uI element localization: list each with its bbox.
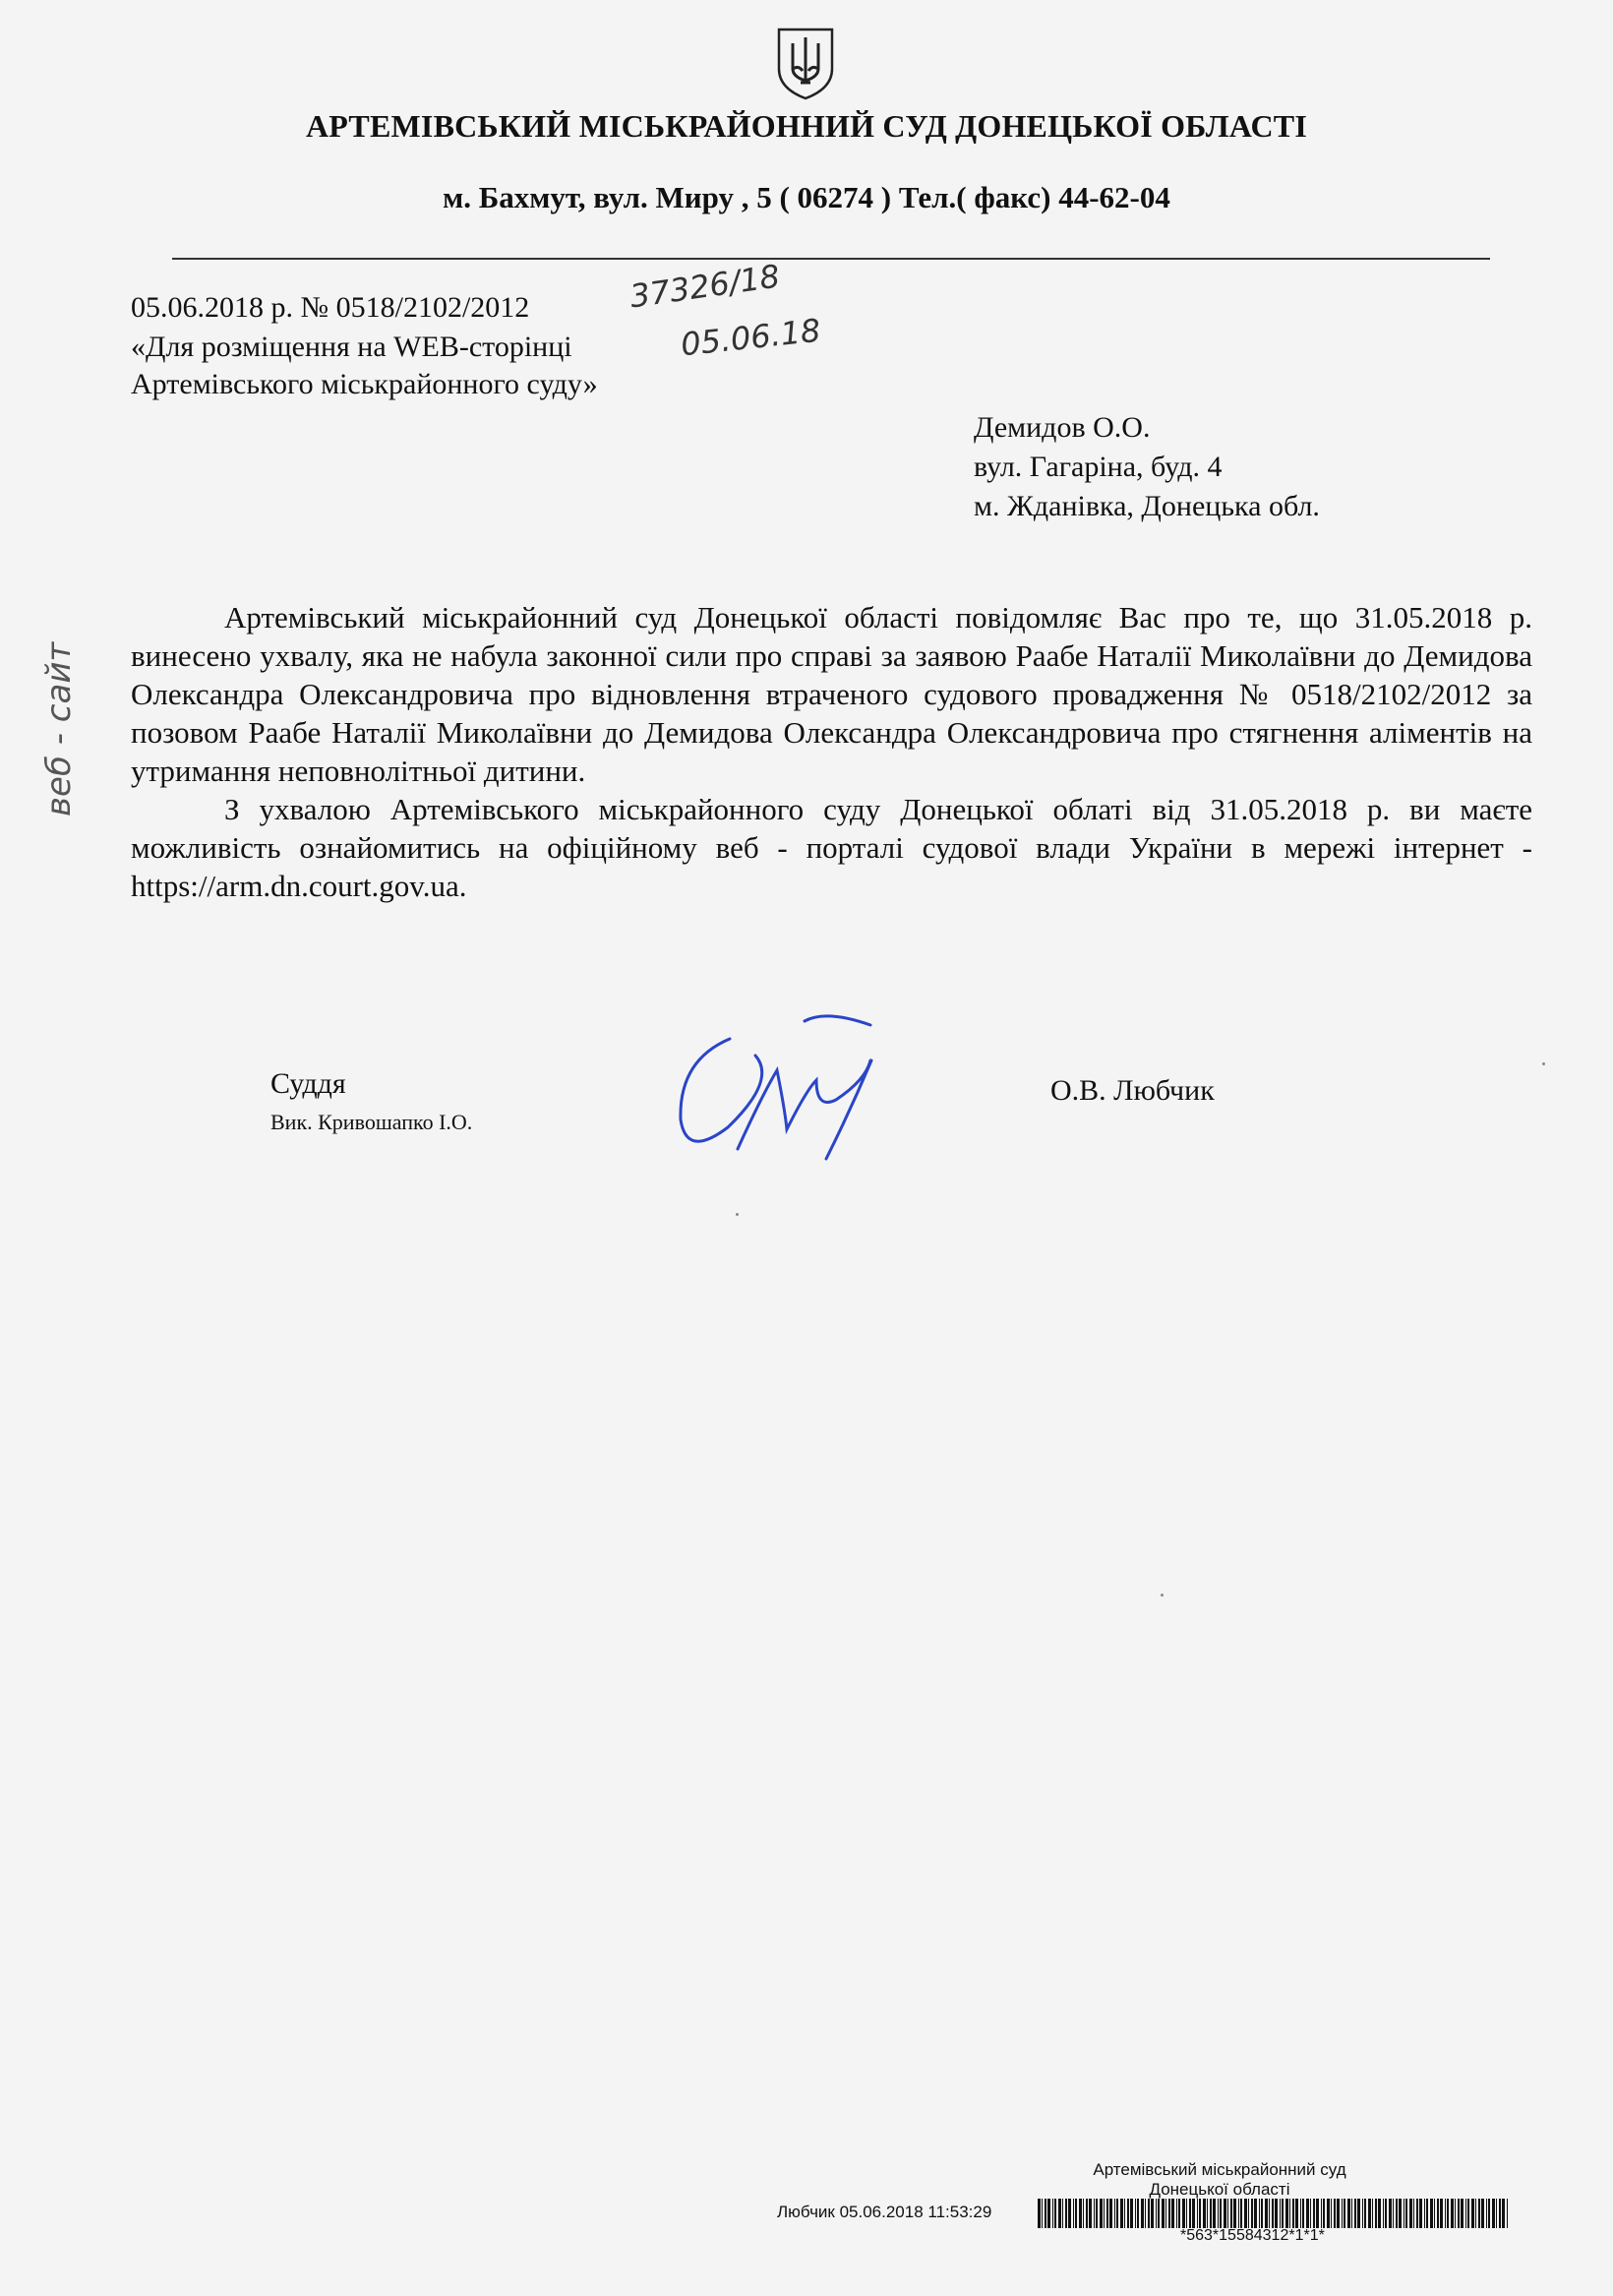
barcode [1038, 2199, 1510, 2228]
handwritten-margin-note: веб - сайт [39, 641, 79, 816]
recipient-name: Демидов О.О. [974, 411, 1151, 444]
barcode-text: *563*15584312*1*1* [1180, 2227, 1325, 2244]
court-stamp [1062, 2160, 1377, 2200]
header-divider [172, 258, 1490, 260]
recipient-street: вул. Гагаріна, буд. 4 [974, 451, 1223, 483]
handwritten-date: 05.06.18 [679, 311, 823, 364]
handwritten-incoming-number: 37326/18 [627, 257, 783, 316]
web-note-line-1: «Для розміщення на WEB-сторінці [131, 331, 572, 363]
date-and-case-number: 05.06.2018 р. № 0518/2102/2012 [131, 291, 530, 324]
body-paragraph-1: Артемівський міськрайонний суд Донецької області повідомляє Вас про те, що 31.05.2018 р. винесено ухвалу, яка не набула законної сили про справі за заявою Раабе Наталії Миколаївни до Демидова Олександра Олександровича про відновлення втраченого судового провадження № 0518/2102/2012 за позовом Раабе Наталії Миколаївни до Демидова Олександра Олександровича про стягнення аліментів на утримання неповнолітньої дитини. [131, 600, 1532, 788]
recipient-city: м. Жданівка, Донецька обл. [974, 490, 1320, 522]
trident-emblem-icon [773, 26, 838, 100]
stamp-court-line-1: Артемівський міськрайонний суд [1093, 2160, 1346, 2179]
letter-body [131, 598, 1532, 905]
signature-title: Суддя [270, 1067, 346, 1100]
stamp-clerk-datetime: Любчик 05.06.2018 11:53:29 [777, 2203, 992, 2221]
scan-speck [736, 1213, 739, 1216]
executor-name: Вик. Кривошапко І.О. [270, 1110, 473, 1134]
scan-speck [1542, 1062, 1545, 1065]
stamp-court-line-2: Донецької області [1149, 2180, 1290, 2199]
court-title: АРТЕМІВСЬКИЙ МІСЬКРАЙОННИЙ СУД ДОНЕЦЬКОЇ ОБЛАСТІ [305, 108, 1308, 144]
scan-speck [1161, 1594, 1164, 1597]
court-address: м. Бахмут, вул. Миру , 5 ( 06274 ) Тел.( факс) 44-62-04 [443, 180, 1170, 214]
body-paragraph-2: З ухвалою Артемівського міськрайонного суду Донецької облаті від 31.05.2018 р. ви маєте можливість ознайомитись на офіційному веб - порталі судової влади України в мережі інтернет - https://arm.dn.court.gov.ua. [131, 792, 1532, 903]
judge-name: О.В. Любчик [1050, 1074, 1215, 1107]
handwritten-signature [669, 1001, 895, 1164]
web-note-line-2: Артемівського міськрайонного суду» [131, 368, 598, 400]
